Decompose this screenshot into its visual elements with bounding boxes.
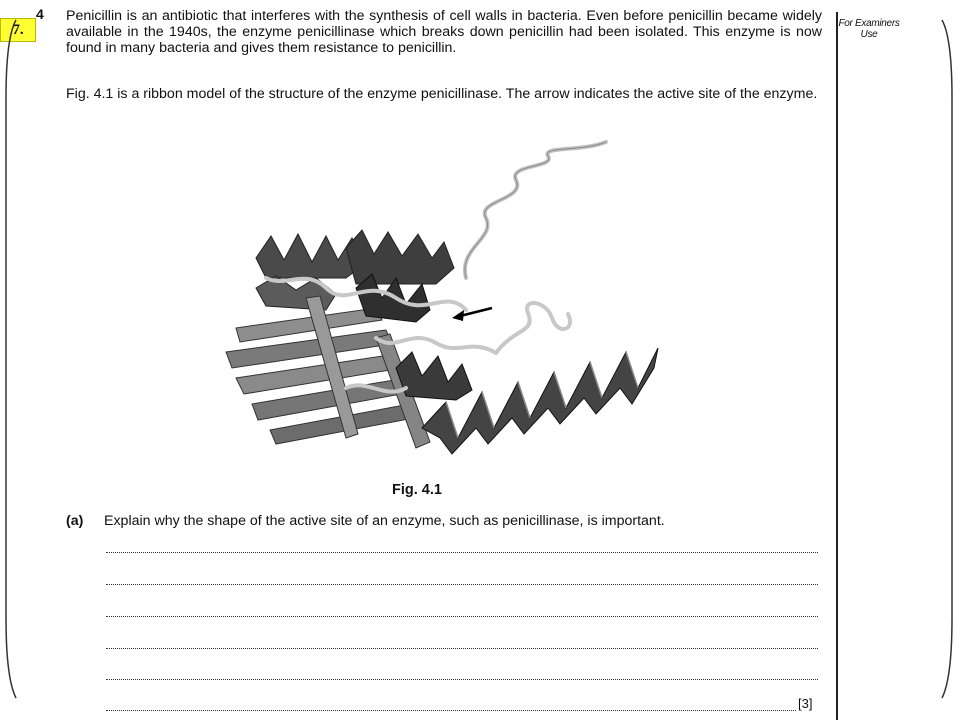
part-a-label: (a) bbox=[66, 513, 84, 529]
answer-line-4[interactable] bbox=[106, 648, 818, 649]
right-bracket bbox=[940, 18, 954, 700]
answer-line-5[interactable] bbox=[106, 679, 818, 680]
right-helix bbox=[422, 348, 658, 454]
enzyme-ribbon-model-figure bbox=[196, 138, 666, 478]
part-a-text: Explain why the shape of the active site of an enzyme, such as penicillinase, is important. bbox=[104, 513, 665, 529]
slide-number-badge: 7. bbox=[0, 18, 36, 42]
examiners-use-label: For Examiners Use bbox=[838, 18, 900, 40]
figure-intro: Fig. 4.1 is a ribbon model of the structure of the enzyme penicillinase. The arrow indicates the active site of the enzyme. bbox=[66, 86, 818, 102]
question-intro: Penicillin is an antibiotic that interferes with the synthesis of cell walls in bacteria. Even before penicillin became widely available in the 1940s, the enzyme penicillinase which breaks down penicillin had been isolated. This enzyme is now found in many bacteria and gives them resistance to penicillin. bbox=[66, 8, 822, 56]
answer-line-3[interactable] bbox=[106, 616, 818, 617]
figure-caption: Fig. 4.1 bbox=[392, 482, 442, 498]
marks-label: [3] bbox=[798, 696, 813, 711]
active-site-arrow bbox=[452, 308, 492, 321]
answer-line-1[interactable] bbox=[106, 552, 818, 553]
answer-line-6[interactable] bbox=[106, 710, 796, 711]
answer-line-2[interactable] bbox=[106, 584, 818, 585]
part-a-question bbox=[66, 513, 665, 529]
examiner-margin-line bbox=[836, 12, 838, 720]
question-number: 4 bbox=[36, 6, 44, 22]
left-bracket bbox=[4, 18, 18, 700]
